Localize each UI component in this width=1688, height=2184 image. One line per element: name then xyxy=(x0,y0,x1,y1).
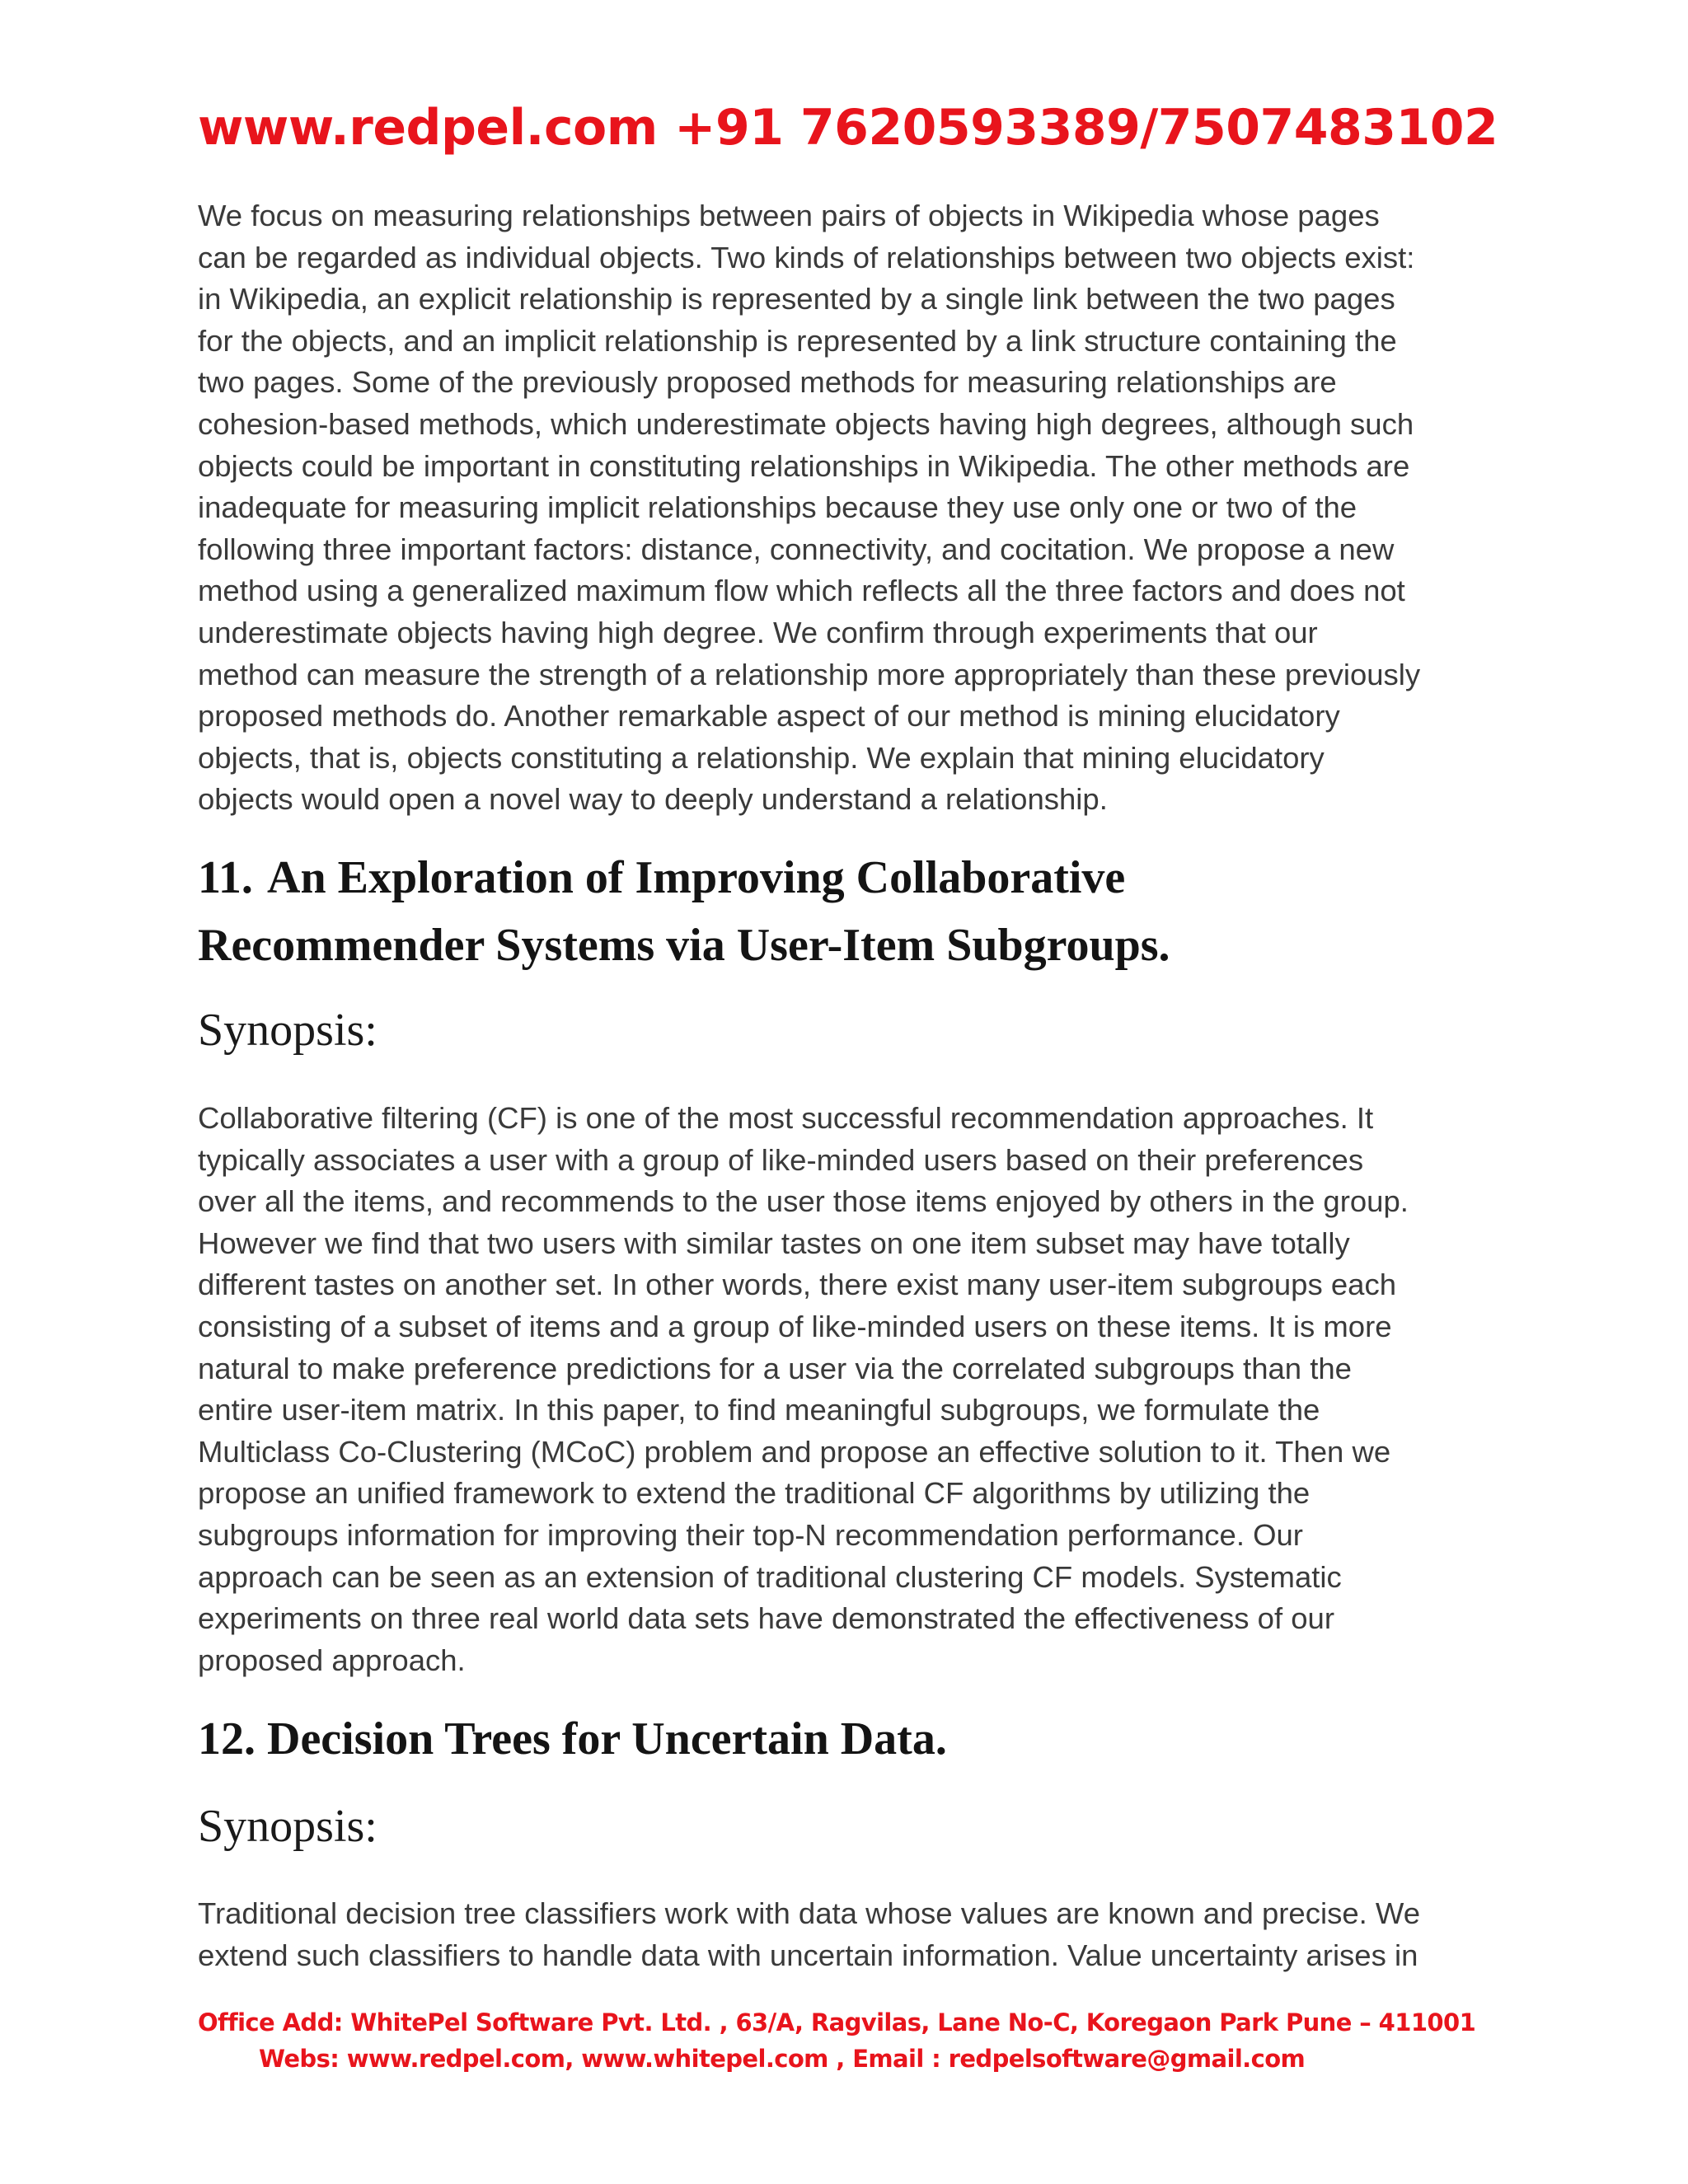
paragraph-line: extend such classifiers to handle data with uncertain information. Value uncertainty arises in xyxy=(198,1938,1418,1972)
header-contact: www.redpel.com +91 7620593389/7507483102 xyxy=(198,99,1498,157)
section-12-title xyxy=(198,1705,1517,1773)
paragraph-line: propose an unified framework to extend the traditional CF algorithms by utilizing the xyxy=(198,1476,1311,1511)
paragraph-line: subgroups information for improving their top-N recommendation performance. Our xyxy=(198,1517,1303,1552)
paragraph-line: natural to make preference predictions for a user via the correlated subgroups than the xyxy=(198,1351,1352,1385)
title-line: Recommender Systems via User-Item Subgroups. xyxy=(198,920,1170,971)
intro-paragraph xyxy=(198,195,1500,821)
paragraph-line: over all the items, and recommends to the user those items enjoyed by others in the group. xyxy=(198,1184,1409,1219)
footer-address: Office Add: WhitePel Software Pvt. Ltd. , 63/A, Ragvilas, Lane No-C, Koregaon Park Pune – 411001 xyxy=(198,2008,1476,2036)
section-11-synopsis-heading: Synopsis: xyxy=(198,1005,377,1056)
paragraph-line: However we find that two users with similar tastes on one item subset may have totally xyxy=(198,1226,1350,1260)
section-12-synopsis-heading: Synopsis: xyxy=(198,1801,377,1852)
paragraph-line: can be regarded as individual objects. Two kinds of relationships between two objects exist: xyxy=(198,240,1415,274)
paragraph-line: proposed methods do. Another remarkable aspect of our method is mining elucidatory xyxy=(198,699,1340,733)
paragraph-line: cohesion-based methods, which underestimate objects having high degrees, although such xyxy=(198,406,1414,441)
paragraph-line: two pages. Some of the previously proposed methods for measuring relationships are xyxy=(198,365,1337,400)
paragraph-line: entire user-item matrix. In this paper, to find meaningful subgroups, we formulate the xyxy=(198,1393,1320,1427)
section-11-title xyxy=(198,844,1517,979)
paragraph-line: for the objects, and an implicit relationship is represented by a link structure containing the xyxy=(198,323,1397,358)
section-number: 11. xyxy=(198,852,253,903)
paragraph-line: in Wikipedia, an explicit relationship is represented by a single link between the two pages xyxy=(198,282,1395,316)
title-line: An Exploration of Improving Collaborative xyxy=(267,852,1126,903)
section-11-paragraph xyxy=(198,1098,1500,1681)
paragraph-line: objects could be important in constituting relationships in Wikipedia. The other methods are xyxy=(198,448,1410,483)
paragraph-line: Collaborative filtering (CF) is one of the most successful recommendation approaches. It xyxy=(198,1101,1374,1135)
paragraph-line: experiments on three real world data sets have demonstrated the effectiveness of our xyxy=(198,1601,1334,1636)
section-12-paragraph xyxy=(198,1893,1500,1976)
paragraph-line: approach can be seen as an extension of traditional clustering CF models. Systematic xyxy=(198,1559,1342,1594)
paragraph-line: method using a generalized maximum flow which reflects all the three factors and does not xyxy=(198,574,1405,608)
paragraph-line: proposed approach. xyxy=(198,1643,466,1677)
footer-webs: Webs: www.redpel.com, www.whitepel.com , Email : redpelsoftware@gmail.com xyxy=(259,2045,1306,2073)
paragraph-line: different tastes on another set. In other words, there exist many user-item subgroups each xyxy=(198,1268,1397,1302)
paragraph-line: typically associates a user with a group of like-minded users based on their preferences xyxy=(198,1142,1364,1177)
paragraph-line: We focus on measuring relationships between pairs of objects in Wikipedia whose pages xyxy=(198,199,1380,232)
title-line: Decision Trees for Uncertain Data. xyxy=(267,1713,947,1765)
section-number: 12. xyxy=(198,1713,256,1765)
paragraph-line: method can measure the strength of a relationship more appropriately than these previously xyxy=(198,657,1421,691)
paragraph-line: Traditional decision tree classifiers work with data whose values are known and precise. We xyxy=(198,1896,1421,1930)
paragraph-line: inadequate for measuring implicit relationships because they use only one or two of the xyxy=(198,490,1357,525)
paragraph-line: objects would open a novel way to deeply understand a relationship. xyxy=(198,782,1108,817)
paragraph-line: following three important factors: distance, connectivity, and cocitation. We propose a new xyxy=(198,532,1395,566)
paragraph-line: consisting of a subset of items and a group of like-minded users on these items. It is more xyxy=(198,1309,1392,1343)
paragraph-line: underestimate objects having high degree. We confirm through experiments that our xyxy=(198,615,1318,649)
paragraph-line: objects, that is, objects constituting a relationship. We explain that mining elucidatory xyxy=(198,740,1325,775)
paragraph-line: Multiclass Co-Clustering (MCoC) problem and propose an effective solution to it. Then we xyxy=(198,1434,1391,1469)
